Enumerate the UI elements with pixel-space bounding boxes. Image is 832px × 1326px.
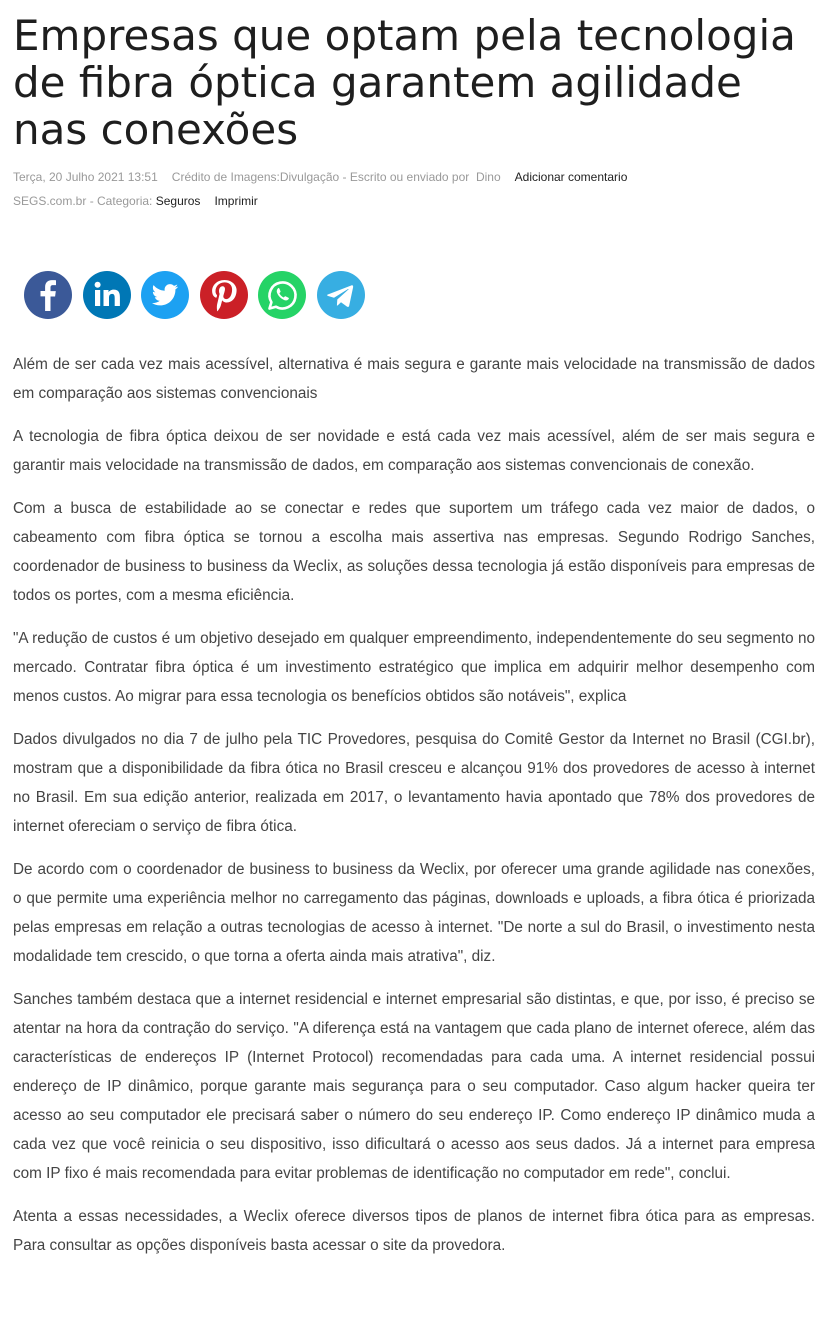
article-meta [13, 170, 627, 184]
pinterest-icon [200, 271, 248, 319]
article-paragraph: De acordo com o coordenador de business to business da Weclix, por oferecer uma grande agilidade nas conexões, o que permite uma experiência melhor no carregamento das páginas, downloads e uploads, a fibra ótica é priorizada pelas empresas em relação a outras tecnologias de acesso à internet. "De norte a sul do Brasil, o investimento nesta modalidade tem crescido, o que torna a oferta ainda mais atrativa", diz. [13, 861, 815, 965]
facebook-icon [24, 271, 72, 319]
article-paragraph: "A redução de custos é um objetivo desejado em qualquer empreendimento, independentemente do seu segmento no mercado. Contratar fibra óptica é um investimento estratégico que implica em adquirir melhor desempenho com menos custos. Ao migrar para essa tecnologia os benefícios obtidos são notáveis", explica [13, 630, 815, 705]
share-buttons [24, 271, 375, 319]
telegram-icon [317, 271, 365, 319]
linkedin-icon [83, 271, 131, 319]
article-category-line [13, 194, 258, 208]
whatsapp-share-button[interactable] [258, 271, 306, 319]
article-paragraph: Sanches também destaca que a internet residencial e internet empresarial são distintas, e que, por isso, é preciso se atentar na hora da contração do serviço. "A diferença está na vantagem que cada plano de internet oferece, além das características de endereços IP (Internet Protocol) recomendadas para cada uma. A internet residencial possui endereço de IP dinâmico, porque garante mais segurança para o seu computador. Caso algum hacker queira ter acesso ao seu computador ele precisará saber o número do seu endereço IP. Como endereço IP dinâmico muda a cada vez que você reinicia o seu dispositivo, isso dificultará o acesso aos seus dados. Já a internet para empresa com IP fixo é mais recomendada para evitar problemas de identificação no computador em rede", conclui. [13, 991, 815, 1182]
article-title: Empresas que optam pela tecnologia de fibra óptica garantem agilidade nas conexões [13, 11, 796, 154]
article-date: Terça, 20 Julho 2021 13:51 [13, 170, 158, 184]
facebook-share-button[interactable] [24, 271, 72, 319]
article-paragraph: Dados divulgados no dia 7 de julho pela TIC Provedores, pesquisa do Comitê Gestor da Internet no Brasil (CGI.br), mostram que a disponibilidade da fibra ótica no Brasil cresceu e alcançou 91% dos provedores de acesso à internet no Brasil. Em sua edição anterior, realizada em 2017, o levantamento havia apontado que 78% dos provedores de internet ofereciam o serviço de fibra ótica. [13, 731, 815, 835]
article-body [13, 350, 815, 1274]
print-link[interactable]: Imprimir [214, 194, 258, 208]
twitter-share-button[interactable] [141, 271, 189, 319]
article-paragraph: A tecnologia de fibra óptica deixou de ser novidade e está cada vez mais acessível, além de ser mais segura e garantir mais velocidade na transmissão de dados, em comparação aos sistemas convencionais de conexão. [13, 428, 815, 474]
twitter-icon [141, 271, 189, 319]
article-paragraph: Além de ser cada vez mais acessível, alternativa é mais segura e garante mais velocidade na transmissão de dados em comparação aos sistemas convencionais [13, 356, 815, 402]
add-comment-link[interactable]: Adicionar comentario [514, 170, 628, 184]
article-paragraph: Com a busca de estabilidade ao se conectar e redes que suportem um tráfego cada vez maior de dados, o cabeamento com fibra óptica se tornou a escolha mais assertiva nas empresas. Segundo Rodrigo Sanches, coordenador de business to business da Weclix, as soluções dessa tecnologia já estão disponíveis para empresas de todos os portes, com a mesma eficiência. [13, 500, 815, 604]
image-credit: Crédito de Imagens:Divulgação - Escrito ou enviado por [171, 170, 470, 184]
whatsapp-icon [258, 271, 306, 319]
article-paragraph: Atenta a essas necessidades, a Weclix oferece diversos tipos de planos de internet fibra ótica para as empresas. Para consultar as opções disponíveis basta acessar o site da provedora. [13, 1208, 815, 1254]
telegram-share-button[interactable] [317, 271, 365, 319]
source-label: SEGS.com.br - Categoria: [13, 194, 153, 208]
pinterest-share-button[interactable] [200, 271, 248, 319]
linkedin-share-button[interactable] [83, 271, 131, 319]
author-name: Dino [475, 170, 501, 184]
category-link[interactable]: Seguros [155, 194, 201, 208]
